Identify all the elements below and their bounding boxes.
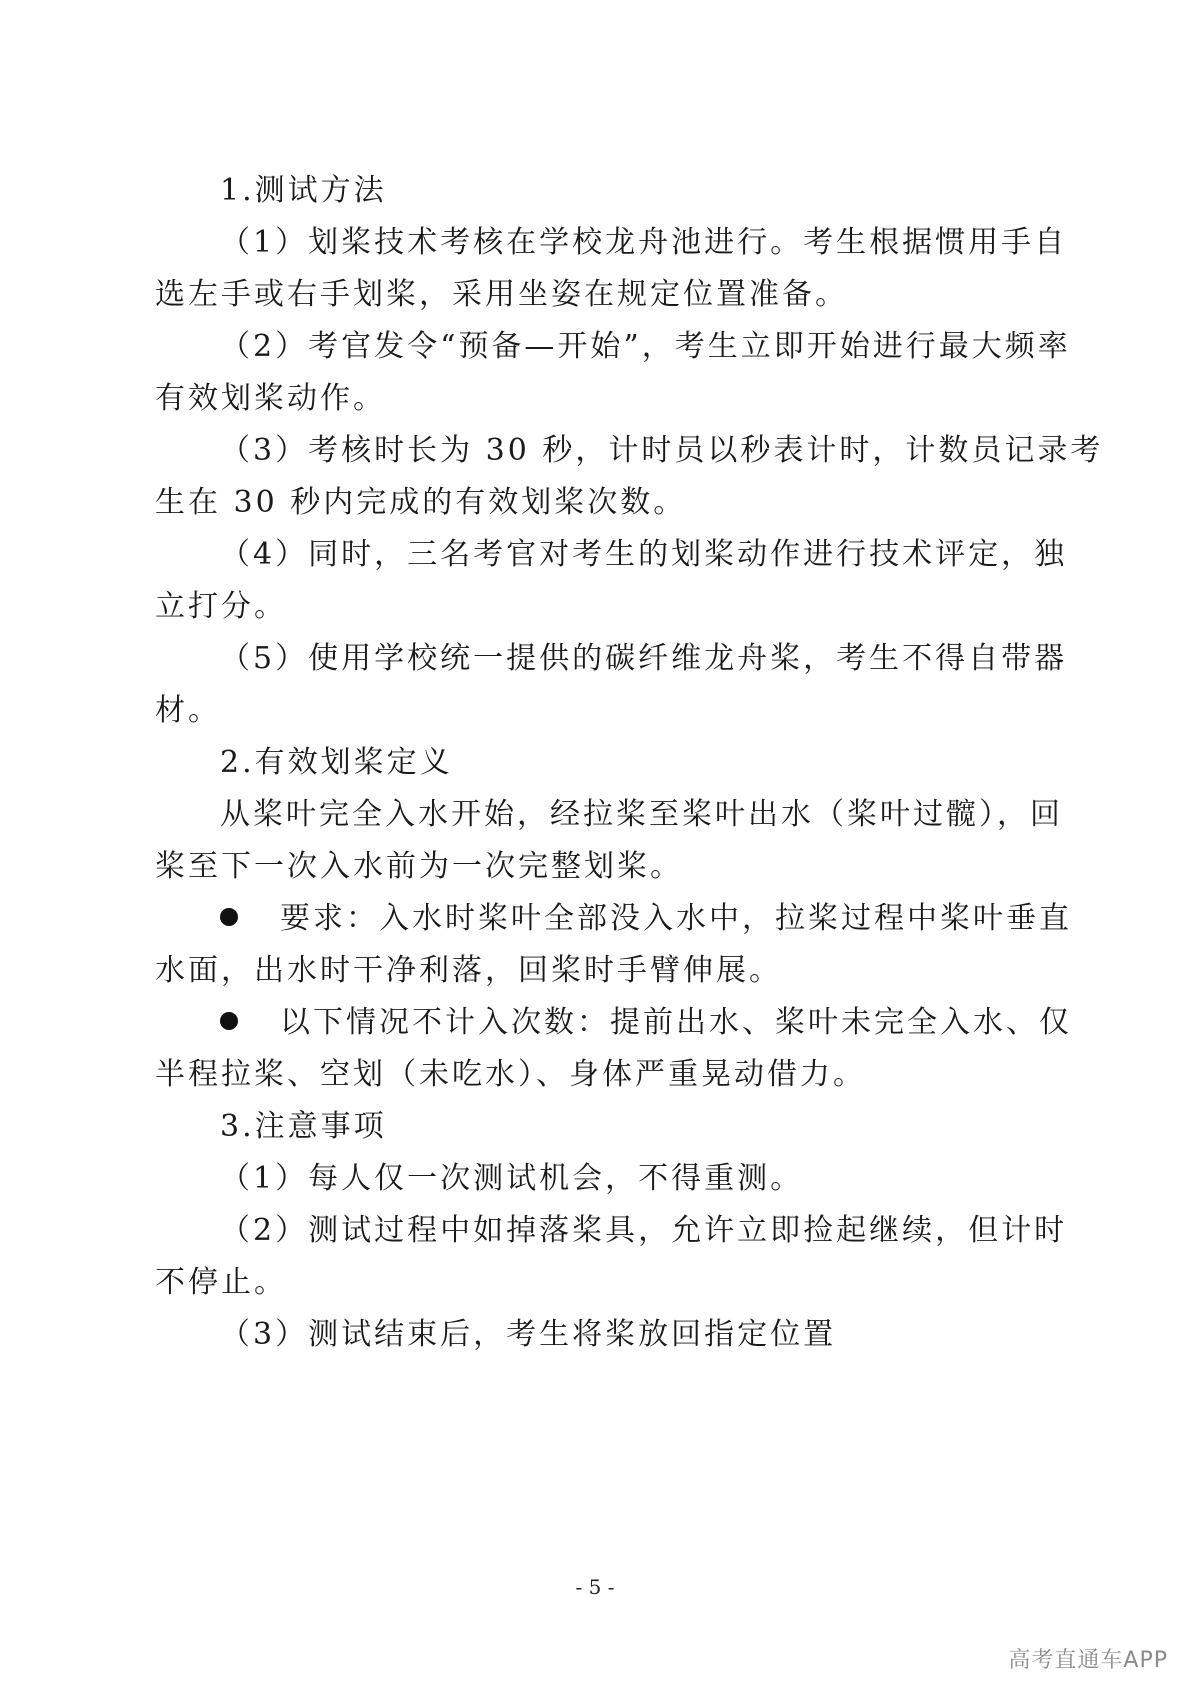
bullet-item — [220, 1003, 1072, 1043]
bullet-item — [220, 899, 1072, 939]
paragraph-line: 材。 — [155, 693, 221, 728]
bullet-icon — [220, 1012, 238, 1030]
paragraph-line: 立打分。 — [155, 589, 287, 624]
bullet-text: 以下情况不计入次数：提前出水、桨叶未完全入水、仅 — [280, 1005, 1072, 1040]
paragraph-line: 从桨叶完全入水开始，经拉桨至桨叶出水（桨叶过髋），回 — [220, 797, 1063, 832]
paragraph-line: （2）测试过程中如掉落桨具，允许立即捡起继续，但计时 — [220, 1213, 1068, 1248]
paragraph-line: 有效划桨动作。 — [155, 381, 386, 416]
paragraph-line: 选左手或右手划桨，采用坐姿在规定位置准备。 — [155, 277, 848, 312]
paragraph-line: （3）考核时长为 30 秒，计时员以秒表计时，计数员记录考 — [220, 433, 1104, 468]
heading-test-method: 1.测试方法 — [220, 173, 387, 208]
paragraph-line: （1）每人仅一次测试机会，不得重测。 — [220, 1161, 804, 1196]
paragraph-line: （1）划桨技术考核在学校龙舟池进行。考生根据惯用手自 — [220, 225, 1068, 260]
paragraph-line: （3）测试结束后，考生将桨放回指定位置 — [220, 1317, 837, 1352]
watermark: 高考直通车APP — [1008, 1648, 1168, 1673]
paragraph-line: 桨至下一次入水前为一次完整划桨。 — [155, 849, 683, 884]
paragraph-line: （2）考官发令“预备—开始”，考生立即开始进行最大频率 — [220, 329, 1071, 364]
paragraph-line: 水面，出水时干净利落，回桨时手臂伸展。 — [155, 953, 782, 988]
heading-effective-stroke: 2.有效划桨定义 — [220, 745, 453, 780]
paragraph-line: （4）同时，三名考官对考生的划桨动作进行技术评定，独 — [220, 537, 1068, 572]
heading-notes: 3.注意事项 — [220, 1109, 387, 1144]
page-number: - 5 - — [575, 1575, 615, 1599]
paragraph-line: 不停止。 — [155, 1265, 287, 1300]
paragraph-line: 生在 30 秒内完成的有效划桨次数。 — [155, 485, 687, 520]
paragraph-line: 半程拉桨、空划（未吃水）、身体严重晃动借力。 — [155, 1057, 866, 1092]
bullet-icon — [220, 908, 238, 926]
paragraph-line: （5）使用学校统一提供的碳纤维龙舟桨，考生不得自带器 — [220, 641, 1068, 676]
bullet-text: 要求：入水时桨叶全部没入水中，拉桨过程中桨叶垂直 — [280, 901, 1072, 936]
